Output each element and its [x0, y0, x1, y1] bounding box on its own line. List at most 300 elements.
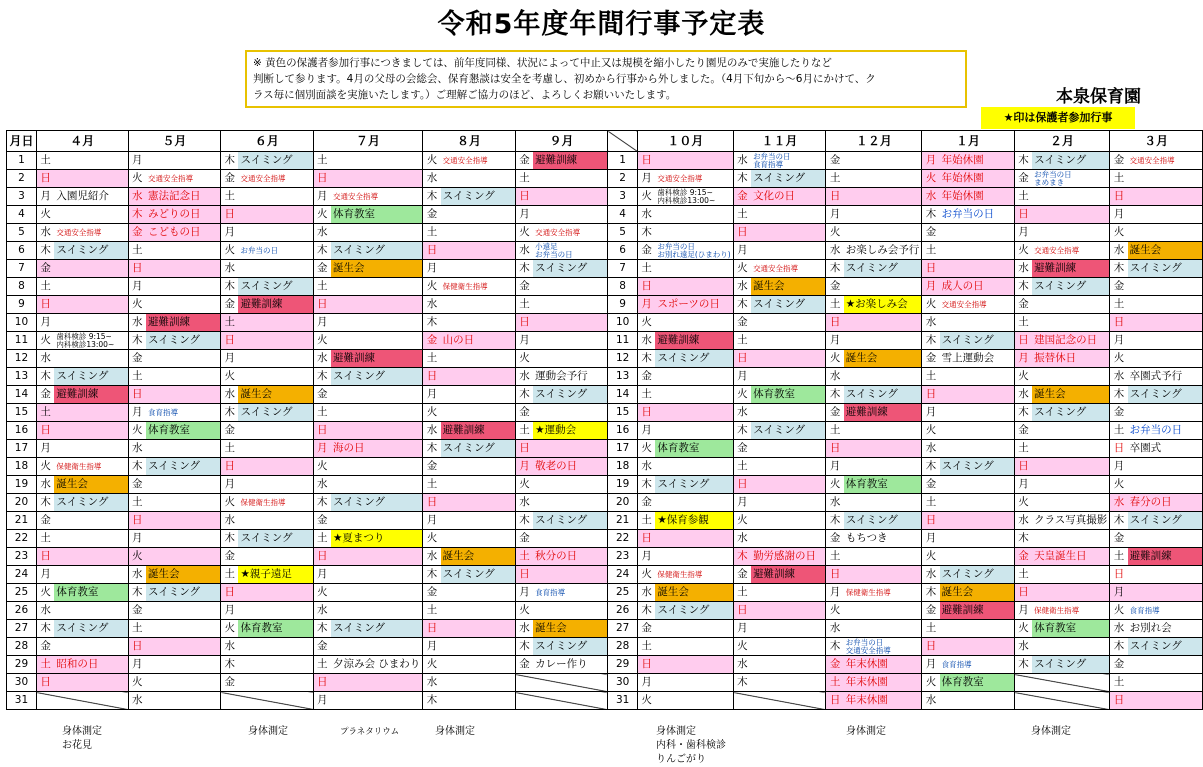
event-text: 保健衛生指導	[657, 569, 703, 579]
weekday	[1110, 440, 1128, 458]
weekday	[36, 638, 54, 656]
weekday-label: 土	[737, 586, 748, 598]
weekday	[637, 674, 655, 692]
day-row-10	[7, 314, 1203, 332]
day-number-mid: 11	[608, 332, 638, 350]
weekday-label: 金	[40, 262, 51, 274]
weekday-label: 金	[829, 658, 841, 670]
header-month-9: １２月	[826, 131, 922, 152]
event-cell	[238, 674, 313, 692]
weekday	[637, 206, 655, 224]
event-text: スイミング	[56, 244, 109, 256]
weekday	[515, 332, 533, 350]
weekday-label: 月	[426, 388, 438, 400]
weekday	[826, 332, 844, 350]
weekday-label: 日	[519, 568, 530, 580]
weekday-label: 木	[641, 352, 652, 364]
weekday	[515, 278, 533, 296]
legend-badge: ★印は保護者参加行事	[981, 107, 1135, 129]
weekday-label: 水	[737, 280, 748, 292]
event-text: 保健衛生指導	[240, 497, 286, 507]
event-cell	[940, 404, 1015, 422]
weekday-label: 火	[519, 226, 530, 238]
weekday-label: 火	[40, 460, 51, 472]
weekday	[36, 458, 54, 476]
event-cell	[146, 386, 221, 404]
weekday-label: 土	[40, 406, 51, 418]
weekday-label: 土	[641, 640, 652, 652]
weekday	[922, 674, 940, 692]
day-row-18	[7, 458, 1203, 476]
weekday	[221, 242, 239, 260]
day-row-30	[7, 674, 1203, 692]
event-text: 避難訓練	[442, 424, 485, 436]
weekday	[423, 404, 441, 422]
weekday-label: 日	[426, 622, 438, 634]
weekday-label: 金	[132, 604, 143, 616]
weekday	[826, 260, 844, 278]
event-cell	[533, 314, 608, 332]
weekday	[637, 458, 655, 476]
weekday-label: 土	[1113, 298, 1125, 310]
weekday-label: 水	[519, 496, 530, 508]
event-cell	[655, 152, 733, 170]
event-cell	[655, 476, 733, 494]
weekday-label: 土	[1113, 172, 1125, 184]
weekday	[128, 458, 146, 476]
weekday	[313, 152, 331, 170]
weekday	[221, 350, 239, 368]
weekday	[128, 602, 146, 620]
weekday	[36, 674, 54, 692]
weekday-label: 日	[224, 334, 236, 346]
day-number: 29	[7, 656, 37, 674]
weekday-label: 土	[829, 676, 841, 688]
event-text: 敬老の日	[535, 460, 578, 472]
schedule-body	[7, 131, 1203, 710]
weekday-label: 水	[925, 568, 937, 580]
event-text: スイミング	[240, 532, 293, 544]
event-text: ★夏まつり	[332, 532, 385, 544]
event-text: スイミング	[941, 460, 994, 472]
weekday-label: 月	[737, 244, 748, 256]
weekday-label: 日	[519, 442, 530, 454]
weekday-label: 火	[1018, 244, 1029, 256]
event-cell	[238, 206, 313, 224]
weekday-label: 月	[1018, 478, 1029, 490]
weekday	[637, 152, 655, 170]
weekday	[637, 242, 655, 260]
weekday-label: 木	[829, 262, 841, 274]
event-text: 誕生会	[1034, 388, 1066, 400]
event-cell	[331, 314, 423, 332]
event-cell	[655, 332, 733, 350]
weekday-label: 火	[737, 514, 748, 526]
weekday-label: 水	[925, 442, 937, 454]
weekday-label: 水	[132, 694, 143, 706]
weekday	[733, 152, 751, 170]
weekday	[515, 224, 533, 242]
weekday	[313, 566, 331, 584]
day-number: 25	[7, 584, 37, 602]
weekday-label: 木	[519, 640, 530, 652]
event-text: 年始休園	[941, 154, 984, 166]
day-number-mid: 15	[608, 404, 638, 422]
weekday	[733, 674, 751, 692]
weekday	[128, 152, 146, 170]
weekday-label: 月	[1113, 586, 1125, 598]
event-cell	[331, 350, 423, 368]
notice-line-1: ※ 黄色の保護者参加行事につきましては、前年度同様、状況によって中止又は規模を縮小したり園児のみで実施したりなど	[253, 57, 832, 69]
weekday	[922, 368, 940, 386]
weekday-label: 木	[829, 514, 841, 526]
event-cell	[533, 530, 608, 548]
day-row-25	[7, 584, 1203, 602]
weekday-label: 火	[1113, 352, 1125, 364]
weekday-label: 土	[1018, 316, 1029, 328]
event-text: 避難訓練	[332, 352, 375, 364]
weekday	[221, 170, 239, 188]
event-text: 交通安全指導	[657, 173, 703, 183]
event-text: スイミング	[332, 244, 386, 256]
weekday-label: 土	[224, 442, 236, 454]
weekday-label: 土	[829, 550, 841, 562]
event-cell	[751, 224, 826, 242]
weekday	[313, 512, 331, 530]
weekday-label: 土	[224, 190, 236, 202]
event-cell	[655, 566, 733, 584]
event-cell	[751, 188, 826, 206]
weekday	[1110, 566, 1128, 584]
weekday-label: 水	[132, 316, 143, 328]
event-cell	[844, 206, 922, 224]
weekday-label: 木	[737, 298, 748, 310]
day-row-20	[7, 494, 1203, 512]
weekday	[128, 422, 146, 440]
weekday-label: 日	[737, 604, 748, 616]
event-cell	[1032, 530, 1110, 548]
weekday-label: 土	[737, 460, 748, 472]
weekday-label: 火	[224, 496, 236, 508]
event-cell	[54, 278, 128, 296]
event-cell	[1128, 296, 1203, 314]
weekday-label: 水	[426, 550, 438, 562]
weekday	[313, 314, 331, 332]
event-text: クラス写真撮影	[1034, 514, 1108, 526]
weekday-label: 月	[925, 658, 937, 670]
event-cell	[331, 440, 423, 458]
weekday-label: 水	[224, 388, 236, 400]
event-cell	[238, 296, 313, 314]
event-cell	[940, 602, 1015, 620]
weekday	[36, 620, 54, 638]
event-cell	[1128, 656, 1203, 674]
weekday-label: 月	[1113, 460, 1125, 472]
day-number: 9	[7, 296, 37, 314]
event-cell	[655, 296, 733, 314]
event-cell	[54, 368, 128, 386]
empty-day	[733, 692, 826, 710]
event-cell	[54, 404, 128, 422]
weekday	[637, 386, 655, 404]
weekday	[36, 530, 54, 548]
weekday-label: 火	[519, 352, 530, 364]
weekday	[313, 404, 331, 422]
event-cell	[238, 314, 313, 332]
weekday-label: 火	[132, 676, 143, 688]
weekday-label: 月	[925, 154, 937, 166]
weekday	[1014, 188, 1032, 206]
event-cell	[331, 458, 423, 476]
weekday-label: 水	[40, 604, 51, 616]
event-cell	[940, 656, 1015, 674]
event-text: 卒園式	[1129, 442, 1162, 454]
footer-october-2: 内科・歯科検診	[656, 740, 726, 751]
weekday-label: 日	[925, 514, 937, 526]
weekday	[733, 548, 751, 566]
event-text: 誕生会	[147, 568, 180, 580]
event-cell	[1128, 674, 1203, 692]
weekday	[515, 602, 533, 620]
weekday	[922, 350, 940, 368]
header-month-11: ２月	[1014, 131, 1110, 152]
event-text: 夕涼み会 ひまわり	[332, 658, 421, 670]
day-number-mid: 23	[608, 548, 638, 566]
day-number: 18	[7, 458, 37, 476]
weekday	[1110, 422, 1128, 440]
weekday	[36, 242, 54, 260]
weekday	[128, 314, 146, 332]
event-cell	[146, 674, 221, 692]
weekday-label: 土	[317, 658, 328, 670]
event-cell	[844, 620, 922, 638]
weekday-label: 水	[317, 604, 328, 616]
event-cell	[146, 566, 221, 584]
event-cell	[655, 386, 733, 404]
event-cell	[844, 368, 922, 386]
event-cell	[1032, 620, 1110, 638]
event-text: 誕生会	[941, 586, 974, 598]
event-cell	[238, 260, 313, 278]
event-text: 春分の日	[1129, 496, 1172, 508]
event-cell	[441, 224, 516, 242]
event-cell	[441, 422, 516, 440]
weekday-label: 水	[641, 208, 652, 220]
header-month-5: ８月	[423, 131, 516, 152]
event-cell	[146, 224, 221, 242]
weekday-label: 木	[317, 496, 328, 508]
weekday-label: 金	[426, 334, 438, 346]
event-cell-multiline	[533, 242, 608, 260]
weekday	[922, 620, 940, 638]
weekday	[313, 224, 331, 242]
event-cell	[655, 422, 733, 440]
weekday-label: 日	[1018, 586, 1029, 598]
event-cell	[940, 476, 1015, 494]
event-cell	[441, 386, 516, 404]
weekday	[313, 656, 331, 674]
event-cell	[533, 458, 608, 476]
weekday	[733, 332, 751, 350]
weekday	[128, 242, 146, 260]
event-cell	[940, 224, 1015, 242]
weekday-label: 火	[1018, 496, 1029, 508]
event-cell	[441, 548, 516, 566]
empty-day	[221, 692, 314, 710]
event-cell	[655, 584, 733, 602]
weekday-label: 金	[519, 658, 530, 670]
weekday-label: 水	[1018, 388, 1029, 400]
event-cell	[533, 386, 608, 404]
weekday	[733, 278, 751, 296]
event-cell	[331, 368, 423, 386]
event-text: ★運動会	[535, 424, 577, 436]
weekday-label: 金	[132, 226, 143, 238]
weekday	[221, 332, 239, 350]
weekday	[221, 404, 239, 422]
weekday	[1014, 206, 1032, 224]
weekday-label: 火	[317, 334, 328, 346]
day-number: 21	[7, 512, 37, 530]
weekday-label: 土	[1018, 190, 1029, 202]
event-cell	[533, 602, 608, 620]
day-row-27	[7, 620, 1203, 638]
event-cell	[844, 224, 922, 242]
day-number-mid: 6	[608, 242, 638, 260]
event-text: 交通安全指導	[442, 155, 488, 165]
event-text: 誕生会	[240, 388, 272, 400]
event-text: 誕生会	[535, 622, 567, 634]
day-row-28	[7, 638, 1203, 656]
weekday	[826, 350, 844, 368]
weekday	[733, 368, 751, 386]
weekday-label: 水	[737, 154, 748, 166]
weekday-label: 火	[829, 352, 841, 364]
weekday	[826, 422, 844, 440]
event-text: 食育指導	[535, 587, 566, 597]
event-text: 年末休園	[845, 676, 888, 688]
weekday	[515, 350, 533, 368]
weekday-label: 月	[132, 532, 143, 544]
weekday-label: 月	[737, 622, 748, 634]
event-cell	[940, 674, 1015, 692]
weekday	[1110, 188, 1128, 206]
weekday	[221, 278, 239, 296]
event-cell	[54, 566, 128, 584]
day-number: 6	[7, 242, 37, 260]
weekday-label: 水	[641, 334, 652, 346]
weekday-label: 日	[925, 640, 937, 652]
weekday-label: 土	[426, 226, 438, 238]
day-number-mid: 27	[608, 620, 638, 638]
event-cell	[751, 422, 826, 440]
weekday-label: 金	[641, 622, 652, 634]
weekday	[515, 494, 533, 512]
event-text: 交通安全指導	[56, 227, 102, 237]
event-text: スイミング	[1129, 640, 1182, 652]
weekday-label: 木	[426, 190, 438, 202]
event-cell	[331, 296, 423, 314]
day-number: 3	[7, 188, 37, 206]
weekday-label: 火	[829, 226, 841, 238]
weekday	[1014, 638, 1032, 656]
weekday-label: 水	[426, 424, 438, 436]
event-cell	[1128, 170, 1203, 188]
event-cell	[54, 350, 128, 368]
weekday-label: 水	[519, 622, 530, 634]
weekday-label: 金	[1113, 280, 1125, 292]
day-number-mid: 5	[608, 224, 638, 242]
event-cell	[1128, 152, 1203, 170]
weekday-label: 月	[317, 694, 328, 706]
event-text: 文化の日	[753, 190, 796, 202]
weekday-label: 土	[1113, 550, 1125, 562]
day-number-mid: 3	[608, 188, 638, 206]
event-cell	[655, 620, 733, 638]
event-text: 建国記念の日	[1034, 334, 1098, 346]
weekday-label: 月	[1018, 226, 1029, 238]
weekday	[733, 494, 751, 512]
event-cell	[751, 278, 826, 296]
event-cell	[331, 278, 423, 296]
weekday-label: 日	[1018, 460, 1029, 472]
event-cell	[1032, 566, 1110, 584]
event-cell	[54, 674, 128, 692]
weekday-label: 日	[426, 244, 438, 256]
weekday	[733, 584, 751, 602]
event-text: 内科検診13:00~	[657, 195, 716, 205]
event-cell	[1032, 422, 1110, 440]
weekday-label: 水	[317, 352, 328, 364]
event-cell	[533, 638, 608, 656]
weekday	[733, 512, 751, 530]
page-title: 令和5年度年間行事予定表	[437, 9, 766, 40]
event-cell	[533, 170, 608, 188]
event-cell	[146, 332, 221, 350]
event-text: スイミング	[56, 496, 109, 508]
weekday-label: 水	[1113, 244, 1125, 256]
weekday-label: 日	[1113, 316, 1125, 328]
day-number-mid: 18	[608, 458, 638, 476]
weekday-label: 日	[519, 190, 530, 202]
weekday	[922, 584, 940, 602]
weekday-label: 火	[641, 190, 652, 202]
weekday	[128, 494, 146, 512]
weekday	[36, 278, 54, 296]
weekday	[423, 494, 441, 512]
event-text: お弁当の日	[535, 249, 573, 259]
weekday-label: 水	[829, 622, 841, 634]
day-number-mid: 19	[608, 476, 638, 494]
weekday	[128, 170, 146, 188]
weekday-label: 月	[519, 460, 530, 472]
weekday-label: 月	[641, 550, 652, 562]
weekday-label: 金	[317, 262, 328, 274]
weekday-label: 金	[925, 352, 937, 364]
weekday-label: 木	[317, 370, 328, 382]
event-cell	[1032, 314, 1110, 332]
event-cell	[54, 638, 128, 656]
weekday-label: 金	[1018, 172, 1029, 184]
event-text: こどもの日	[147, 226, 201, 238]
event-cell	[533, 350, 608, 368]
weekday	[1110, 512, 1128, 530]
header-month-1: ４月	[36, 131, 128, 152]
event-text: 交通安全指導	[535, 227, 581, 237]
weekday	[922, 386, 940, 404]
event-cell	[844, 314, 922, 332]
event-cell	[238, 584, 313, 602]
